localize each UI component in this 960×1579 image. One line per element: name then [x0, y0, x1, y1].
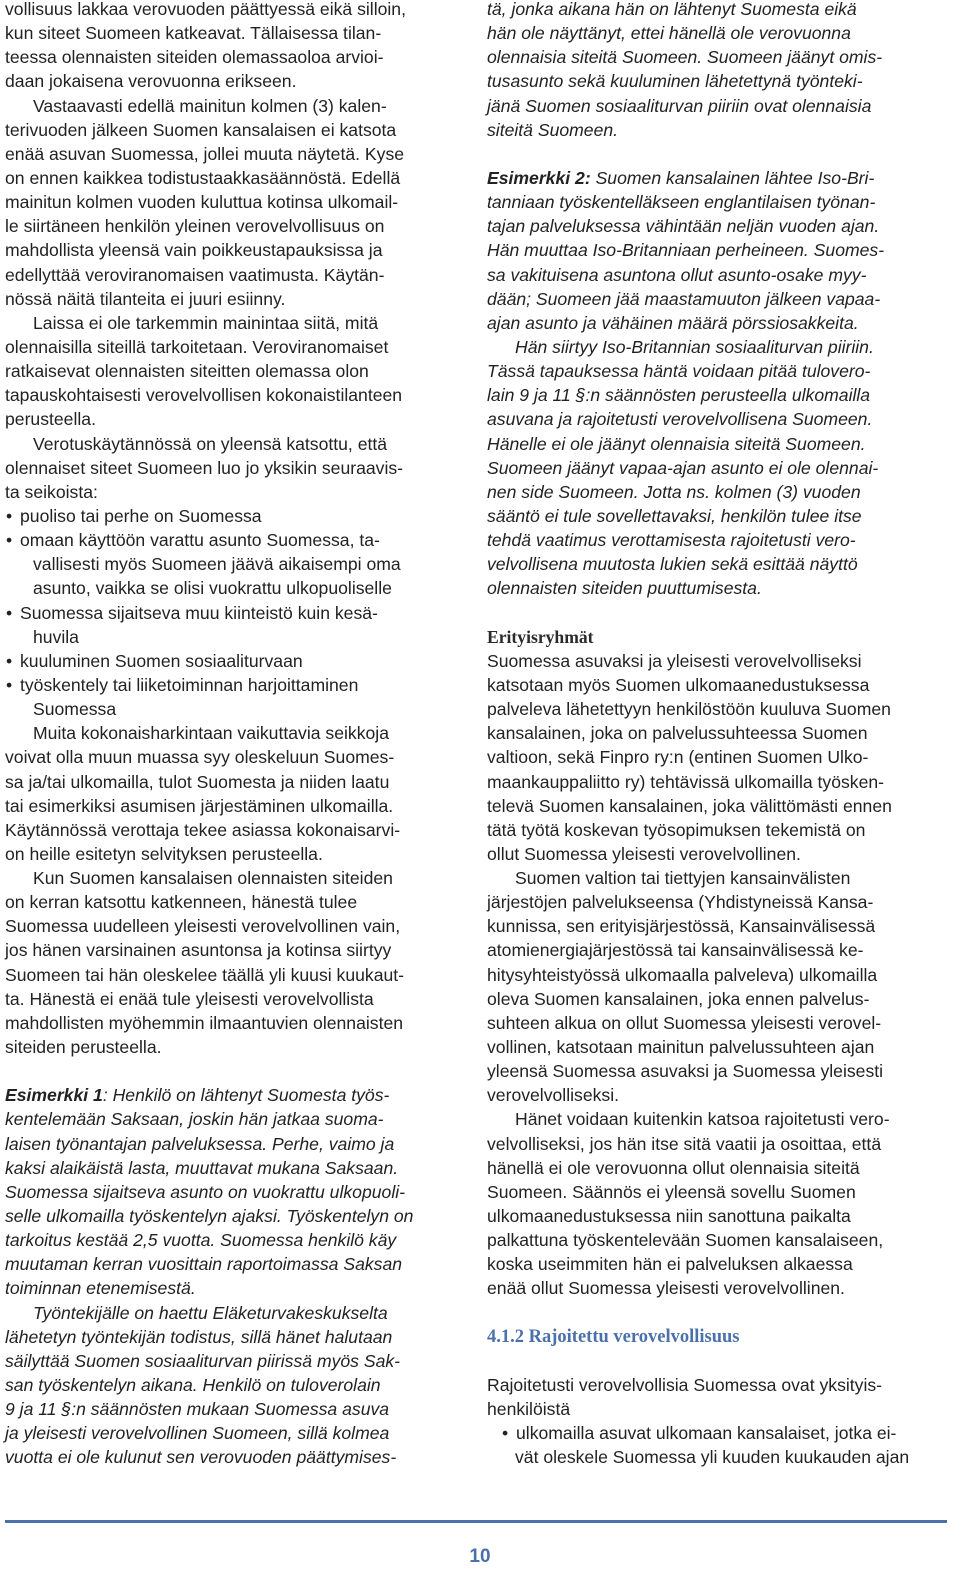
text-line: enää asuvan Suomessa, jollei muuta näytetä. Kyse: [5, 143, 405, 164]
text-line: teessa olennaisten siteiden olemassaoloa arvioi-: [5, 47, 384, 68]
text-line: Suomessa uudelleen yleisesti verovelvollinen vain,: [5, 916, 401, 937]
text-line: daan jokaisena verovuonna erikseen.: [5, 71, 297, 92]
text-line: toiminnan etenemisestä.: [5, 1278, 196, 1299]
text-line: tusasunto sekä kuuluminen lähetettynä työnteki-: [487, 71, 863, 92]
text-line: mahdollista yleensä vain poikkeustapauksissa ja: [5, 240, 383, 261]
text-line: san työskentelyn aikana. Henkilö on tuloverolain: [5, 1375, 381, 1396]
bullet-item: • työskentely tai liiketoiminnan harjoittaminen: [5, 673, 465, 697]
text-line: enää ollut Suomessa yleisesti verovelvollinen.: [487, 1278, 845, 1299]
text-line: voivat olla muun muassa syy oleskeluun Suomes-: [5, 747, 395, 768]
left-column: [5, 0, 465, 1470]
text-line: Hänelle ei ole jäänyt olennaisia siteitä Suomeen.: [487, 433, 866, 454]
text-line: tä, jonka aikana hän on lähtenyt Suomesta eikä: [487, 0, 857, 19]
text-line: hän ole näyttänyt, ettei hänellä ole verovuonna: [487, 23, 851, 44]
text-line: kunnissa, sen erityisjärjestössä, Kansainvälisessä: [487, 916, 876, 937]
bullet-continuation: vät oleskele Suomessa yli kuuden kuukauden ajan: [515, 1447, 910, 1468]
text-line: selle ulkomailla työskentelyn ajaksi. Työskentelyn on: [5, 1206, 414, 1227]
text-line: Tässä tapauksessa häntä voidaan pitää tulovero-: [487, 361, 871, 382]
text-line: kun siteet Suomeen katkeavat. Tällaisessa tilan-: [5, 23, 382, 44]
text-line: verovelvolliseksi.: [487, 1085, 619, 1106]
text-line: nen side Suomeen. Jotta ns. kolmen (3) vuoden: [487, 481, 861, 502]
text-line: kansalainen, joka on palvelussuhteessa Suomen: [487, 723, 868, 744]
bullet-continuation: asunto, vaikka se olisi vuokrattu ulkopuoliselle: [33, 578, 392, 599]
text-line: palveleva lähetettyyn henkilöstöön kuuluva Suomen: [487, 699, 891, 720]
text-line: atomienergiajärjestössä tai kansainvälisessä ke-: [487, 940, 864, 961]
text-line: Verotuskäytännössä on yleensä katsottu, että: [33, 433, 388, 454]
example-1-text: : Henkilö on lähtenyt Suomesta työs-: [102, 1085, 390, 1106]
text-line: edellyttää veroviranomaisen vaatimusta. Käytän-: [5, 264, 385, 285]
text-line: Kun Suomen kansalaisen olennaisten siteiden: [33, 868, 393, 889]
example-1-label: Esimerkki 1: [5, 1085, 103, 1106]
text-line: kaksi alaikäistä lasta, muuttavat mukana Saksaan.: [5, 1157, 399, 1178]
text-line: on heille esitetyn selvityksen perusteella.: [5, 843, 323, 864]
text-line: le siirtäneen henkilön yleinen verovelvollisuus on: [5, 216, 385, 237]
text-line: tajan palveluksessa vähintään neljän vuoden ajan.: [487, 216, 880, 237]
text-line: asuvana ja rajoitetusti verovelvollisena Suomeen.: [487, 409, 873, 430]
text-line: siteiden perusteella.: [5, 1037, 162, 1058]
text-line: 9 ja 11 §:n säännösten mukaan Suomessa asuva: [5, 1399, 390, 1420]
bullet-item: • Suomessa sijaitseva muu kiinteistö kuin kesä-: [5, 601, 465, 625]
text-line: nössä näitä tilanteita ei juuri esiinny.: [5, 288, 286, 309]
text-line: ta. Hänestä ei enää tule yleisesti verovelvollista: [5, 988, 374, 1009]
text-line: mahdollisten myöhemmin ilmaantuvien olennaisten: [5, 1012, 404, 1033]
text-line: Muita kokonaisharkintaan vaikuttavia seikkoja: [33, 723, 389, 744]
text-line: kentelemään Saksaan, joskin hän jatkaa suoma-: [5, 1109, 384, 1130]
text-line: sa ja/tai ulkomailla, tulot Suomesta ja niiden laatu: [5, 771, 390, 792]
text-line: vollisuus lakkaa verovuoden päättyessä eikä silloin,: [5, 0, 406, 19]
subheading-erityisryhmat: Erityisryhmät: [487, 626, 594, 647]
text-line: Työntekijälle on haettu Eläketurvakeskukselta: [33, 1302, 388, 1323]
text-line: tanniaan työskentelläkseen englantilaisen työnan-: [487, 192, 876, 213]
text-line: palkattuna työskentelevään Suomen kansalaiseen,: [487, 1230, 884, 1251]
text-line: säilyttää Suomen sosiaaliturvan piirissä myös Sak-: [5, 1350, 401, 1371]
text-line: Hän muuttaa Iso-Britanniaan perheineen. Suomes-: [487, 240, 885, 261]
text-line: laisen työnantajan palveluksessa. Perhe, vaimo ja: [5, 1133, 395, 1154]
text-line: lähetetyn työntekijän todistus, sillä hänet halutaan: [5, 1326, 393, 1347]
text-line: ajan asunto ja vähäinen määrä pörssiosakkeita.: [487, 312, 859, 333]
text-line: Suomeen. Säännös ei yleensä sovellu Suomen: [487, 1181, 856, 1202]
example-2-label: Esimerkki 2:: [487, 167, 591, 188]
bullet-item: • ulkomailla asuvat ulkomaan kansalaiset, jotka ei-: [487, 1421, 949, 1445]
bullet-continuation: vallisesti myös Suomeen jäävä aikaisempi oma: [33, 554, 401, 575]
text-line: ulkomaanedustuksessa niin sanottuna paikalta: [487, 1206, 851, 1227]
text-line: tapauskohtaisesti verovelvollisen kokonaistilanteen: [5, 385, 403, 406]
text-line: tätä työtä koskevan työsopimuksen tekemistä on: [487, 819, 866, 840]
text-line: olennaiset siteet Suomeen luo jo yksikin seuraavis-: [5, 457, 404, 478]
text-line: ta seikoista:: [5, 481, 98, 502]
footer-rule: [5, 1520, 947, 1523]
text-line: sääntö ei tule sovellettavaksi, henkilön tulee itse: [487, 505, 862, 526]
text-line: olennaisten siteiden puuttumisesta.: [487, 578, 762, 599]
text-line: on ennen kaikkea todistustaakkasäännöstä. Edellä: [5, 167, 401, 188]
text-line: koska useimmiten hän ei palveluksen alkaessa: [487, 1254, 853, 1275]
text-line: Suomen valtion tai tiettyjen kansainvälisten: [515, 868, 851, 889]
bullet-item: • puoliso tai perhe on Suomessa: [5, 504, 465, 528]
text-line: olennaisilla siteillä tarkoitetaan. Veroviranomaiset: [5, 336, 389, 357]
text-line: siteitä Suomeen.: [487, 119, 619, 140]
text-line: terivuoden jälkeen Suomen kansalaisen ei katsota: [5, 119, 397, 140]
text-line: Suomessa asuvaksi ja yleisesti verovelvolliseksi: [487, 650, 862, 671]
text-line: Käytännössä verottaja tekee asiassa kokonaisarvi-: [5, 819, 401, 840]
text-line: tarkoitus kestää 2,5 vuotta. Suomessa henkilö käy: [5, 1230, 397, 1251]
text-line: Vastaavasti edellä mainitun kolmen (3) kalen-: [33, 95, 387, 116]
text-line: jos hänen varsinainen asuntonsa ja kotinsa siirtyy: [5, 940, 392, 961]
right-column: [487, 0, 949, 1470]
text-line: dään; Suomeen jää maastamuuton jälkeen vapaa-: [487, 288, 881, 309]
text-line: Hän siirtyy Iso-Britannian sosiaaliturvan piiriin.: [515, 336, 874, 357]
text-line: on kerran katsottu katkenneen, hänestä tulee: [5, 892, 358, 913]
text-line: hitysyhteistyössä ulkomaalla palveleva) ulkomailla: [487, 964, 878, 985]
text-line: vuotta ei ole kulunut sen verovuoden päättymises-: [5, 1447, 397, 1468]
text-line: maankauppaliitto ry) tehtävissä ulkomailla työsken-: [487, 771, 885, 792]
spacer: [487, 1349, 949, 1373]
text-line: ja yleisesti verovelvollinen Suomeen, sillä kolmea: [5, 1423, 390, 1444]
bullet-continuation: Suomessa: [33, 699, 117, 720]
page-number: 10: [469, 1546, 491, 1567]
text-line: sa vakituisena asuntona ollut asunto-osake myy-: [487, 264, 867, 285]
text-line: lain 9 ja 11 §:n säännösten perusteella ulkomailla: [487, 385, 871, 406]
text-line: Hänet voidaan kuitenkin katsoa rajoitetusti vero-: [515, 1109, 890, 1130]
text-line: suhteen alkua on ollut Suomessa yleisesti verovel-: [487, 1012, 882, 1033]
bullet-continuation: huvila: [33, 626, 79, 647]
text-line: vollinen, katsotaan mainitun palvelussuhteen ajan: [487, 1037, 875, 1058]
text-line: Laissa ei ole tarkemmin mainintaa siitä, mitä: [33, 312, 379, 333]
text-line: tai esimerkiksi asumisen järjestäminen ulkomailla.: [5, 795, 394, 816]
example-1-line: [5, 1083, 465, 1107]
spacer: [487, 1301, 949, 1325]
text-line: Rajoitetusti verovelvollisia Suomessa ovat yksityis-: [487, 1375, 883, 1396]
bullet-item: • omaan käyttöön varattu asunto Suomessa, ta-: [5, 528, 465, 552]
text-line: henkilöistä: [487, 1399, 571, 1420]
spacer: [487, 142, 949, 166]
spacer: [487, 601, 949, 625]
text-line: mainitun kolmen vuoden kuluttua kotinsa ulkomail-: [5, 192, 399, 213]
text-line: yleensä Suomessa asuvaksi ja Suomessa yleisesti: [487, 1061, 884, 1082]
bullet-item: • kuuluminen Suomen sosiaaliturvaan: [5, 649, 465, 673]
text-line: ollut Suomessa yleisesti verovelvollinen.: [487, 843, 801, 864]
text-line: jänä Suomen sosiaaliturvan piiriin ovat olennaisia: [487, 95, 872, 116]
section-heading-4-1-2: 4.1.2 Rajoitettu verovelvollisuus: [487, 1326, 740, 1347]
text-line: oleva Suomen kansalainen, joka ennen palvelus-: [487, 988, 870, 1009]
text-line: televä Suomen kansalainen, joka välittömästi ennen: [487, 795, 892, 816]
text-line: valtioon, sekä Finpro ry:n (entinen Suomen Ulko-: [487, 747, 869, 768]
text-line: järjestöjen palvelukseensa (Yhdistyneissä Kansa-: [487, 892, 874, 913]
example-2-text: Suomen kansalainen lähtee Iso-Bri-: [590, 167, 875, 188]
text-line: perusteella.: [5, 409, 96, 430]
text-line: Suomessa sijaitseva asunto on vuokrattu ulkopuoli-: [5, 1181, 405, 1202]
text-line: velvolliseksi, jos hän itse sitä vaatii ja osoittaa, että: [487, 1133, 882, 1154]
text-line: Suomeen jäänyt vapaa-ajan asunto ei ole olennai-: [487, 457, 879, 478]
text-line: velvollisena muutosta lukien sekä esittää näyttö: [487, 554, 858, 575]
text-line: hänellä ei ole verovuonna ollut olennaisia siteitä: [487, 1157, 860, 1178]
text-line: tehdä vaatimus verottamisesta rajoitetusti vero-: [487, 530, 856, 551]
text-line: Suomeen tai hän oleskelee täällä yli kuusi kuukaut-: [5, 964, 405, 985]
example-2-line: [487, 166, 949, 190]
text-line: muutaman kerran vuosittain raportoimassa Saksan: [5, 1254, 403, 1275]
text-line: olennaisia siteitä Suomeen. Suomeen jäänyt omis-: [487, 47, 883, 68]
text-line: katsotaan myös Suomen ulkomaanedustuksessa: [487, 674, 870, 695]
spacer: [5, 1059, 465, 1083]
text-line: ratkaisevat olennaisten siteitten olemassa olon: [5, 361, 369, 382]
